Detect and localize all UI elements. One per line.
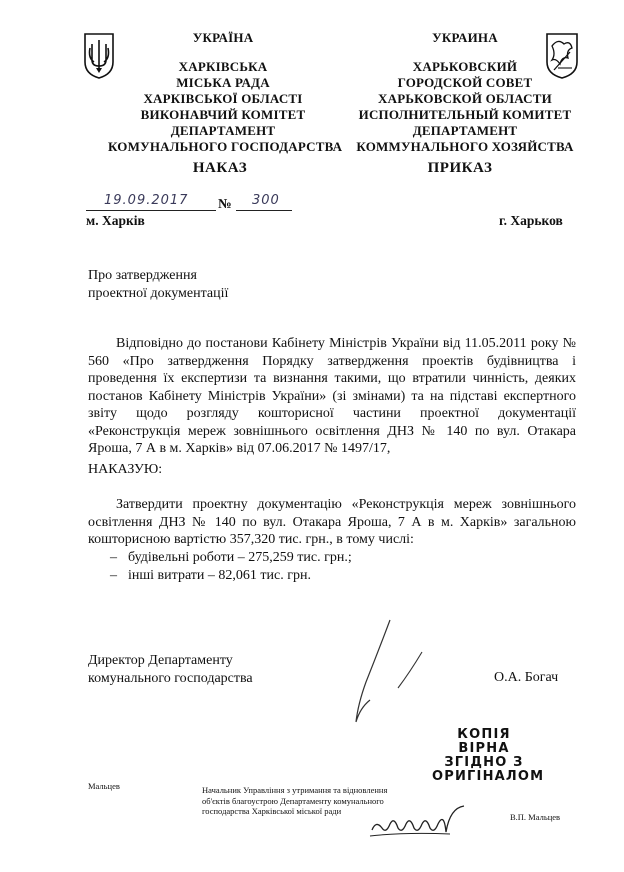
country-label-uk: УКРАЇНА bbox=[192, 30, 254, 45]
certifier-line: об'єктів благоустрою Департаменту комунального bbox=[202, 795, 384, 806]
certified-copy-stamp bbox=[432, 727, 545, 784]
org-line: КОМУНАЛЬНОГО ГОСПОДАРСТВА bbox=[108, 139, 343, 154]
order-word: НАКАЗУЮ: bbox=[88, 462, 163, 477]
stamp-line: ЗГІДНО З bbox=[444, 755, 524, 770]
certifier-line: господарства Харківської міської ради bbox=[202, 806, 342, 816]
stamp-line: ОРИГІНАЛОМ bbox=[432, 769, 545, 784]
order-date: 19.09.2017 bbox=[104, 193, 189, 208]
org-line: ИСПОЛНИТЕЛЬНЫЙ КОМИТЕТ bbox=[358, 107, 572, 122]
signatory-position bbox=[88, 652, 253, 687]
doc-type-uk: НАКАЗ bbox=[192, 160, 248, 176]
subject-line: проектної документації bbox=[88, 285, 229, 301]
certifier-signature bbox=[366, 802, 476, 842]
position-line: комунального господарства bbox=[88, 670, 253, 686]
order-paragraph: Затвердити проектну документацію «Реконструкція мереж зовнішнього освітлення ДНЗ № 140 по вул. Отакара Яроша, 7 А в м. Харків» загальною кошторисною вартістю 357,320 тис. грн., в тому числі: bbox=[88, 497, 576, 547]
city-ru: г. Харьков bbox=[499, 213, 563, 228]
author-name: Мальцев bbox=[88, 781, 120, 791]
org-line: ГОРОДСКОЙ СОВЕТ bbox=[397, 75, 533, 90]
certifier-line: Начальник Управління з утримання та відновлення bbox=[202, 785, 388, 795]
org-line: ВИКОНАВЧИЙ КОМІТЕТ bbox=[140, 107, 306, 122]
position-line: Директор Департаменту bbox=[88, 653, 233, 668]
org-line: ДЕПАРТАМЕНТ bbox=[170, 123, 276, 138]
org-line: ХАРЬКОВСКИЙ bbox=[412, 59, 518, 74]
org-line: ХАРКІВСЬКОЇ ОБЛАСТІ bbox=[143, 91, 303, 106]
country-label-ru: УКРАИНА bbox=[432, 30, 498, 45]
subject-line: Про затвердження bbox=[88, 268, 197, 283]
org-line: КОММУНАЛЬНОГО ХОЗЯЙСТВА bbox=[356, 139, 574, 154]
signatory-name: О.А. Богач bbox=[494, 670, 559, 685]
number-sign: № bbox=[218, 196, 232, 211]
stamp-line: КОПІЯ ВІРНА bbox=[457, 727, 511, 756]
header-left bbox=[108, 30, 343, 155]
org-line: ХАРКІВСЬКА bbox=[178, 59, 268, 74]
org-line: МІСЬКА РАДА bbox=[176, 75, 270, 90]
director-signature bbox=[330, 612, 440, 732]
org-line: ХАРЬКОВСКОЙ ОБЛАСТИ bbox=[378, 91, 552, 106]
subject bbox=[88, 267, 228, 302]
city-uk: м. Харків bbox=[86, 213, 145, 228]
order-number: 300 bbox=[252, 193, 280, 208]
certifier-position bbox=[202, 785, 387, 817]
list-item: – інші витрати – 82,061 тис. грн. bbox=[106, 567, 506, 585]
doc-type-ru: ПРИКАЗ bbox=[427, 160, 493, 176]
number-underline bbox=[236, 210, 292, 211]
list-item: – будівельні роботи – 275,259 тис. грн.; bbox=[106, 549, 506, 567]
cost-items-list bbox=[106, 549, 506, 584]
date-underline bbox=[86, 210, 216, 211]
certifier-name: В.П. Мальцев bbox=[510, 812, 561, 822]
header-right bbox=[350, 30, 580, 155]
preamble-paragraph: Відповідно до постанови Кабінету Міністрів України від 11.05.2011 року № 560 «Про затвердження Порядку затвердження проектів будівництва і проведення їх експертизи та визнання такими, що втратили чинність, деяких постанов Кабінету Міністрів України» (зі змінами) та на підставі експертного звіту щодо розгляду кошторисної частини проектної документації «Реконструкція мереж зовнішнього освітлення ДНЗ № 140 по вул. Отакара Яроша, 7 А в м. Харків» від 07.06.2017 № 1497/17, bbox=[88, 336, 576, 456]
org-line: ДЕПАРТАМЕНТ bbox=[412, 123, 518, 138]
